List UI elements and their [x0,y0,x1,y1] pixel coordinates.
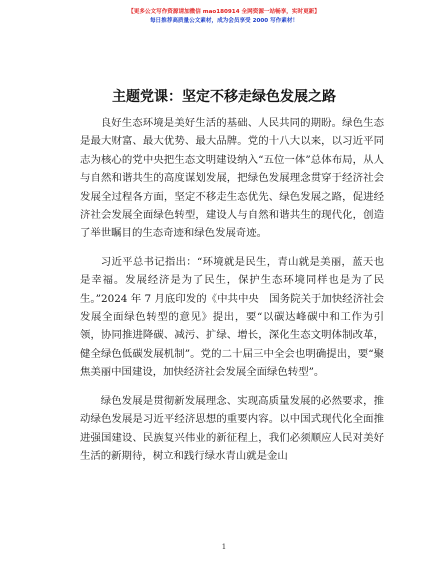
body-paragraph: 绿色发展是贯彻新发展理念、实现高质量发展的必然要求，推动绿色发展是习近平经济思想的重要内容。以中国式现代化全面推进强国建设、民族复兴伟业的新征程上，我们必须顺应人民对美好生活的新期待，树立和践行绿水青山就是金山 [80,394,384,462]
page-number: 1 [221,543,227,551]
promo-banner-line-1[interactable]: 【更多公文写作资源请加微信 mao180914 全网资源一站畅享，实时更新】 [128,9,320,15]
body-paragraph: 习近平总书记指出：“环境就是民生，青山就是美丽，蓝天也是幸福。发展经济是为了民生，保护生态环境同样也是为了民生。”2024 年 7 月底印发的《中共中央 国务院关于加快经济社会发展全面绿色转型的意见》提出，要“以碳达峰碳中和工作为引领，协同推进降碳、减污、扩绿、增长，深化生态文明体制改革，健全绿色低碳发展机制”。党的二十届三中全会也明确提出，要“聚焦美丽中国建设，加快经济社会发展全面绿色转型”。 [80,255,384,379]
document-title: 主题党课：坚定不移走绿色发展之路 [112,89,336,105]
promo-banner[interactable] [0,8,448,26]
document-body [80,114,384,475]
body-paragraph: 良好生态环境是美好生活的基础、人民共同的期盼。绿色生态是最大财富、最大优势、最大品牌。党的十八大以来，以习近平同志为核心的党中央把生态文明建设纳入“五位一体”总体布局，从人与自然和谐共生的高度谋划发展，把绿色发展理念贯穿于经济社会发展全过程各方面，坚定不移走生态优先、绿色发展之路，促进经济社会发展全面绿色转型，建设人与自然和谐共生的现代化，创造了举世瞩目的生态奇迹和绿色发展奇迹。 [80,117,384,240]
promo-banner-line-2[interactable]: 每日推荐高质量公文素材，成为会员享受 2000 写作素材！ [149,18,299,24]
